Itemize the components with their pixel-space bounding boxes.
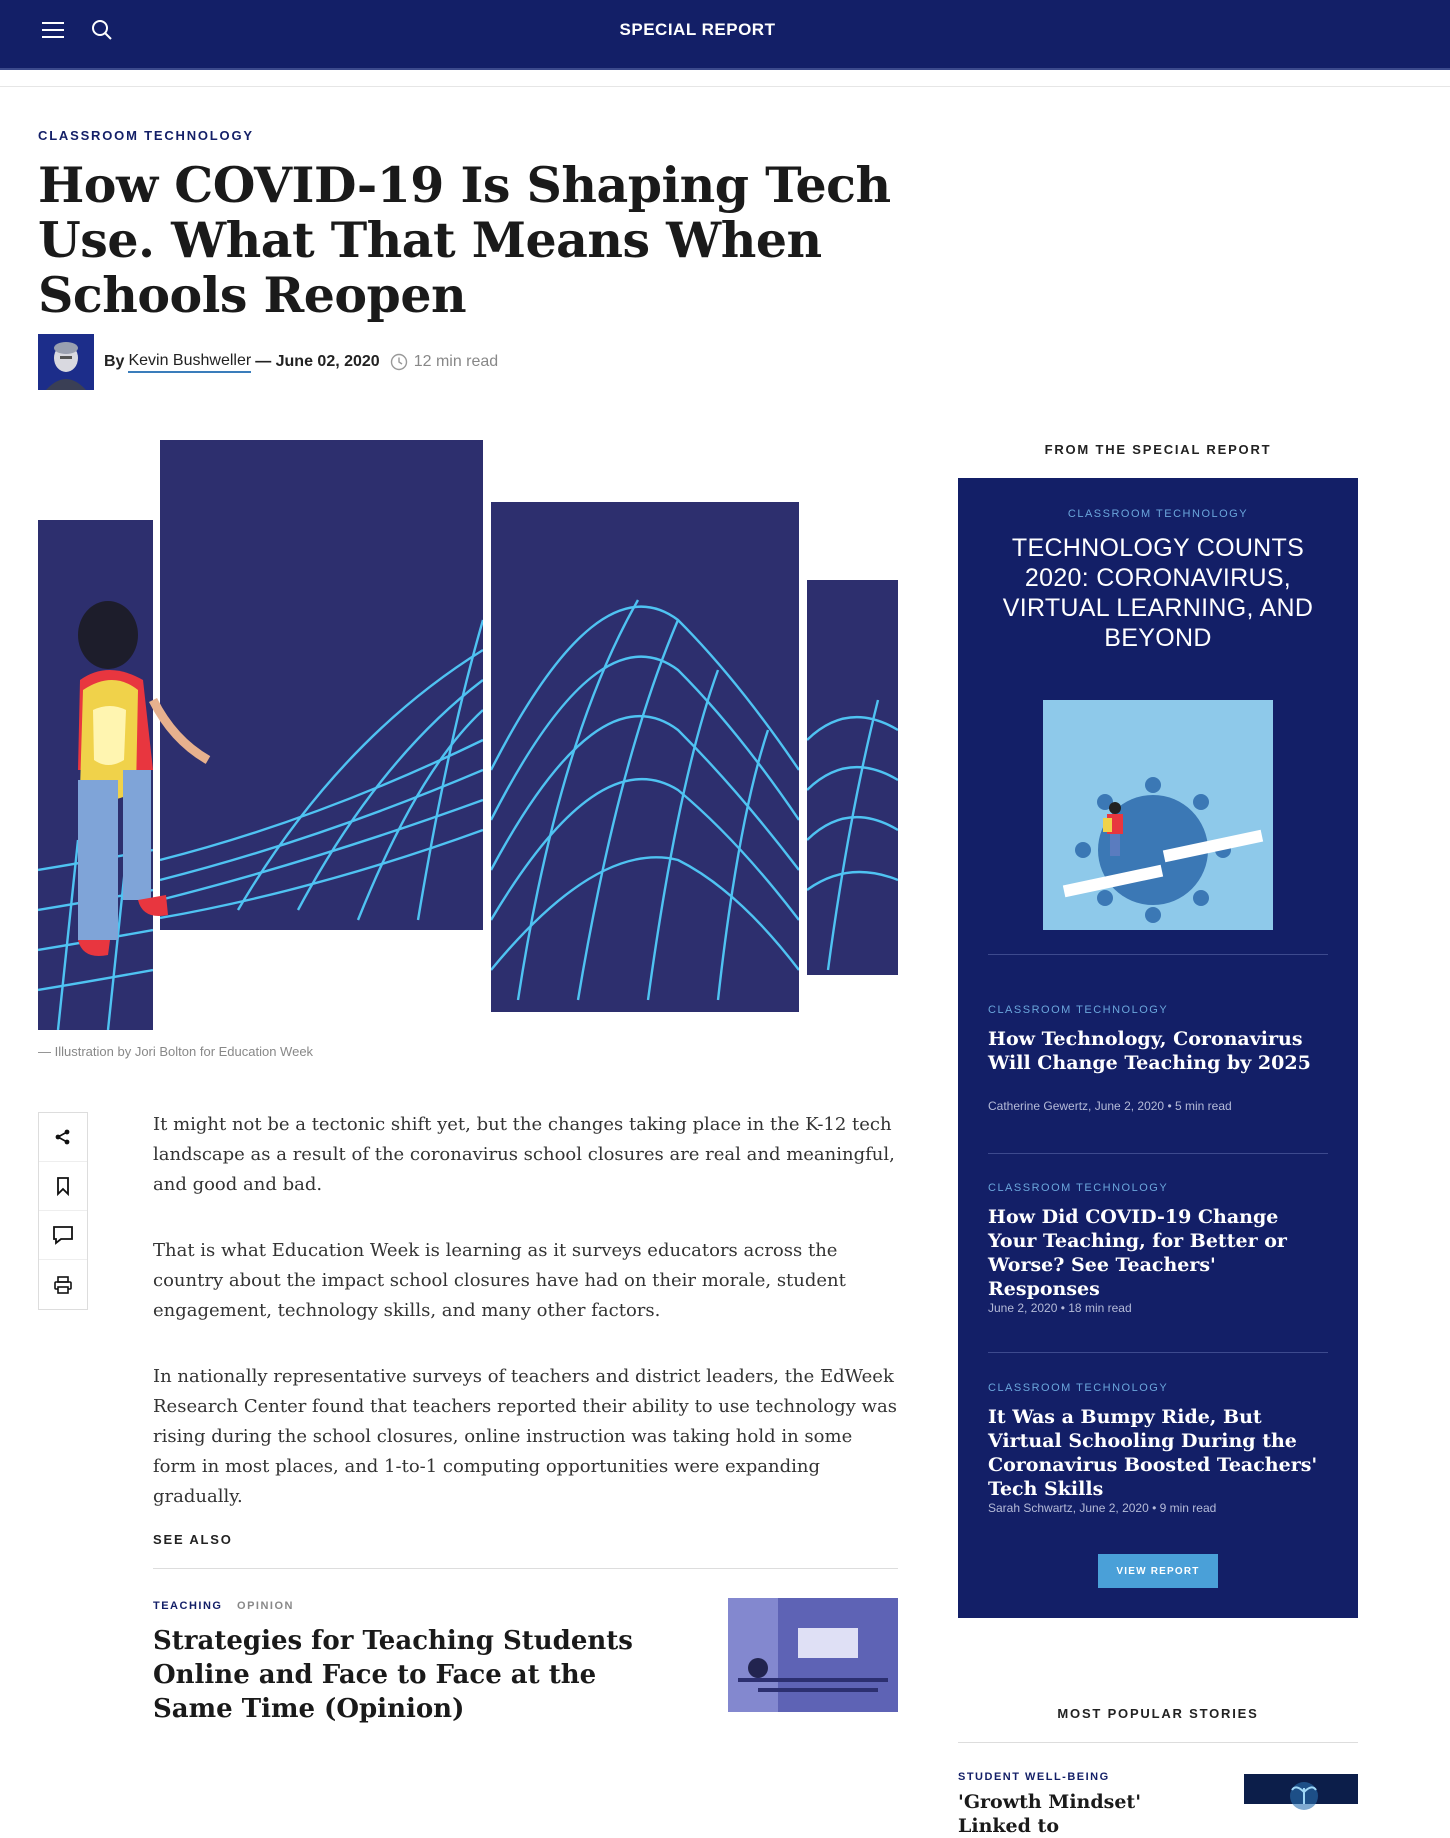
see-also-title[interactable]: Strategies for Teaching Students Online and Face to Face at the Same Time (Opinion) — [153, 1626, 633, 1724]
share-icon — [54, 1128, 72, 1146]
comment-button[interactable] — [39, 1211, 87, 1260]
see-also-tags — [153, 1600, 294, 1612]
image-caption: — Illustration by Jori Bolton for Education Week — [38, 1044, 314, 1059]
clock-icon — [390, 353, 408, 371]
publish-date: — June 02, 2020 — [255, 353, 380, 370]
author-avatar[interactable] — [38, 334, 94, 390]
report-item-kicker[interactable]: CLASSROOM TECHNOLOGY — [988, 1382, 1169, 1394]
view-report-button[interactable]: VIEW REPORT — [1098, 1554, 1218, 1588]
report-item-meta: Catherine Gewertz, June 2, 2020 • 5 min read — [988, 1099, 1232, 1113]
popular-item-title[interactable]: 'Growth Mindset' Linked to — [958, 1791, 1142, 1837]
article-paragraph: That is what Education Week is learning as it surveys educators across the country about the impact school closures have had on their morale, student engagement, technology skills, and many other factors. — [153, 1240, 846, 1321]
read-time: 12 min read — [413, 353, 499, 370]
see-also-divider — [153, 1568, 898, 1569]
report-divider — [988, 1352, 1328, 1353]
top-navigation-bar — [0, 0, 1450, 70]
sidebar-section-label: FROM THE SPECIAL REPORT — [1044, 442, 1272, 457]
header-divider — [0, 86, 1450, 87]
article-paragraph: It might not be a tectonic shift yet, but the changes taking place in the K-12 tech landscape as a result of the coronavirus school closures are real and meaningful, and good and bad. — [153, 1114, 895, 1195]
author-link[interactable]: Kevin Bushweller — [128, 352, 251, 373]
report-item-meta: Sarah Schwartz, June 2, 2020 • 9 min read — [988, 1501, 1217, 1515]
most-popular-label: MOST POPULAR STORIES — [1057, 1706, 1259, 1721]
article-body — [153, 1110, 898, 1548]
print-icon — [53, 1275, 73, 1295]
special-report-card — [958, 478, 1358, 1618]
byline-prefix: By — [104, 353, 125, 370]
report-kicker[interactable]: CLASSROOM TECHNOLOGY — [1067, 508, 1249, 520]
report-cover-image[interactable] — [1043, 700, 1273, 930]
popular-item-kicker[interactable]: STUDENT WELL-BEING — [958, 1771, 1110, 1783]
see-also-tag-opinion: OPINION — [237, 1600, 294, 1612]
report-item-title[interactable]: It Was a Bumpy Ride, But Virtual Schooling During the Coronavirus Boosted Teachers' Tech Skills — [988, 1406, 1318, 1500]
see-also-label: SEE ALSO — [153, 1532, 233, 1547]
report-title[interactable]: TECHNOLOGY COUNTS 2020: CORONAVIRUS, VIRTUAL LEARNING, AND BEYOND — [1002, 534, 1314, 652]
see-also-thumbnail[interactable] — [728, 1598, 898, 1712]
most-popular-divider — [958, 1742, 1358, 1743]
popular-item-thumbnail[interactable] — [1244, 1774, 1358, 1804]
report-divider — [988, 1153, 1328, 1154]
see-also-tag-teaching[interactable]: TEACHING — [153, 1600, 223, 1612]
article-headline: How COVID-19 Is Shaping Tech Use. What That Means When Schools Reopen — [38, 156, 891, 324]
comment-icon — [52, 1225, 74, 1245]
report-item-kicker[interactable]: CLASSROOM TECHNOLOGY — [988, 1182, 1169, 1194]
article-kicker[interactable]: CLASSROOM TECHNOLOGY — [38, 128, 254, 143]
section-title[interactable]: SPECIAL REPORT — [619, 20, 776, 39]
report-item-meta: June 2, 2020 • 18 min read — [988, 1301, 1132, 1315]
share-toolbar — [38, 1112, 88, 1310]
share-button[interactable] — [39, 1113, 87, 1162]
byline — [38, 334, 498, 390]
report-divider — [988, 954, 1328, 955]
article-paragraph: In nationally representative surveys of teachers and district leaders, the EdWeek Research Center found that teachers reported their ability to use technology was rising during the school closures, online instruction was taking hold in some form in most places, and 1-to-1 computing opportunities were expanding gradually. — [153, 1366, 897, 1507]
report-item-title[interactable]: How Technology, Coronavirus Will Change Teaching by 2025 — [988, 1028, 1311, 1074]
report-item-title[interactable]: How Did COVID-19 Change Your Teaching, for Better or Worse? See Teachers' Responses — [988, 1206, 1287, 1300]
hero-illustration — [38, 440, 898, 1030]
print-button[interactable] — [39, 1260, 87, 1309]
bookmark-icon — [55, 1176, 71, 1196]
bookmark-button[interactable] — [39, 1162, 87, 1211]
report-item-kicker[interactable]: CLASSROOM TECHNOLOGY — [988, 1004, 1169, 1016]
